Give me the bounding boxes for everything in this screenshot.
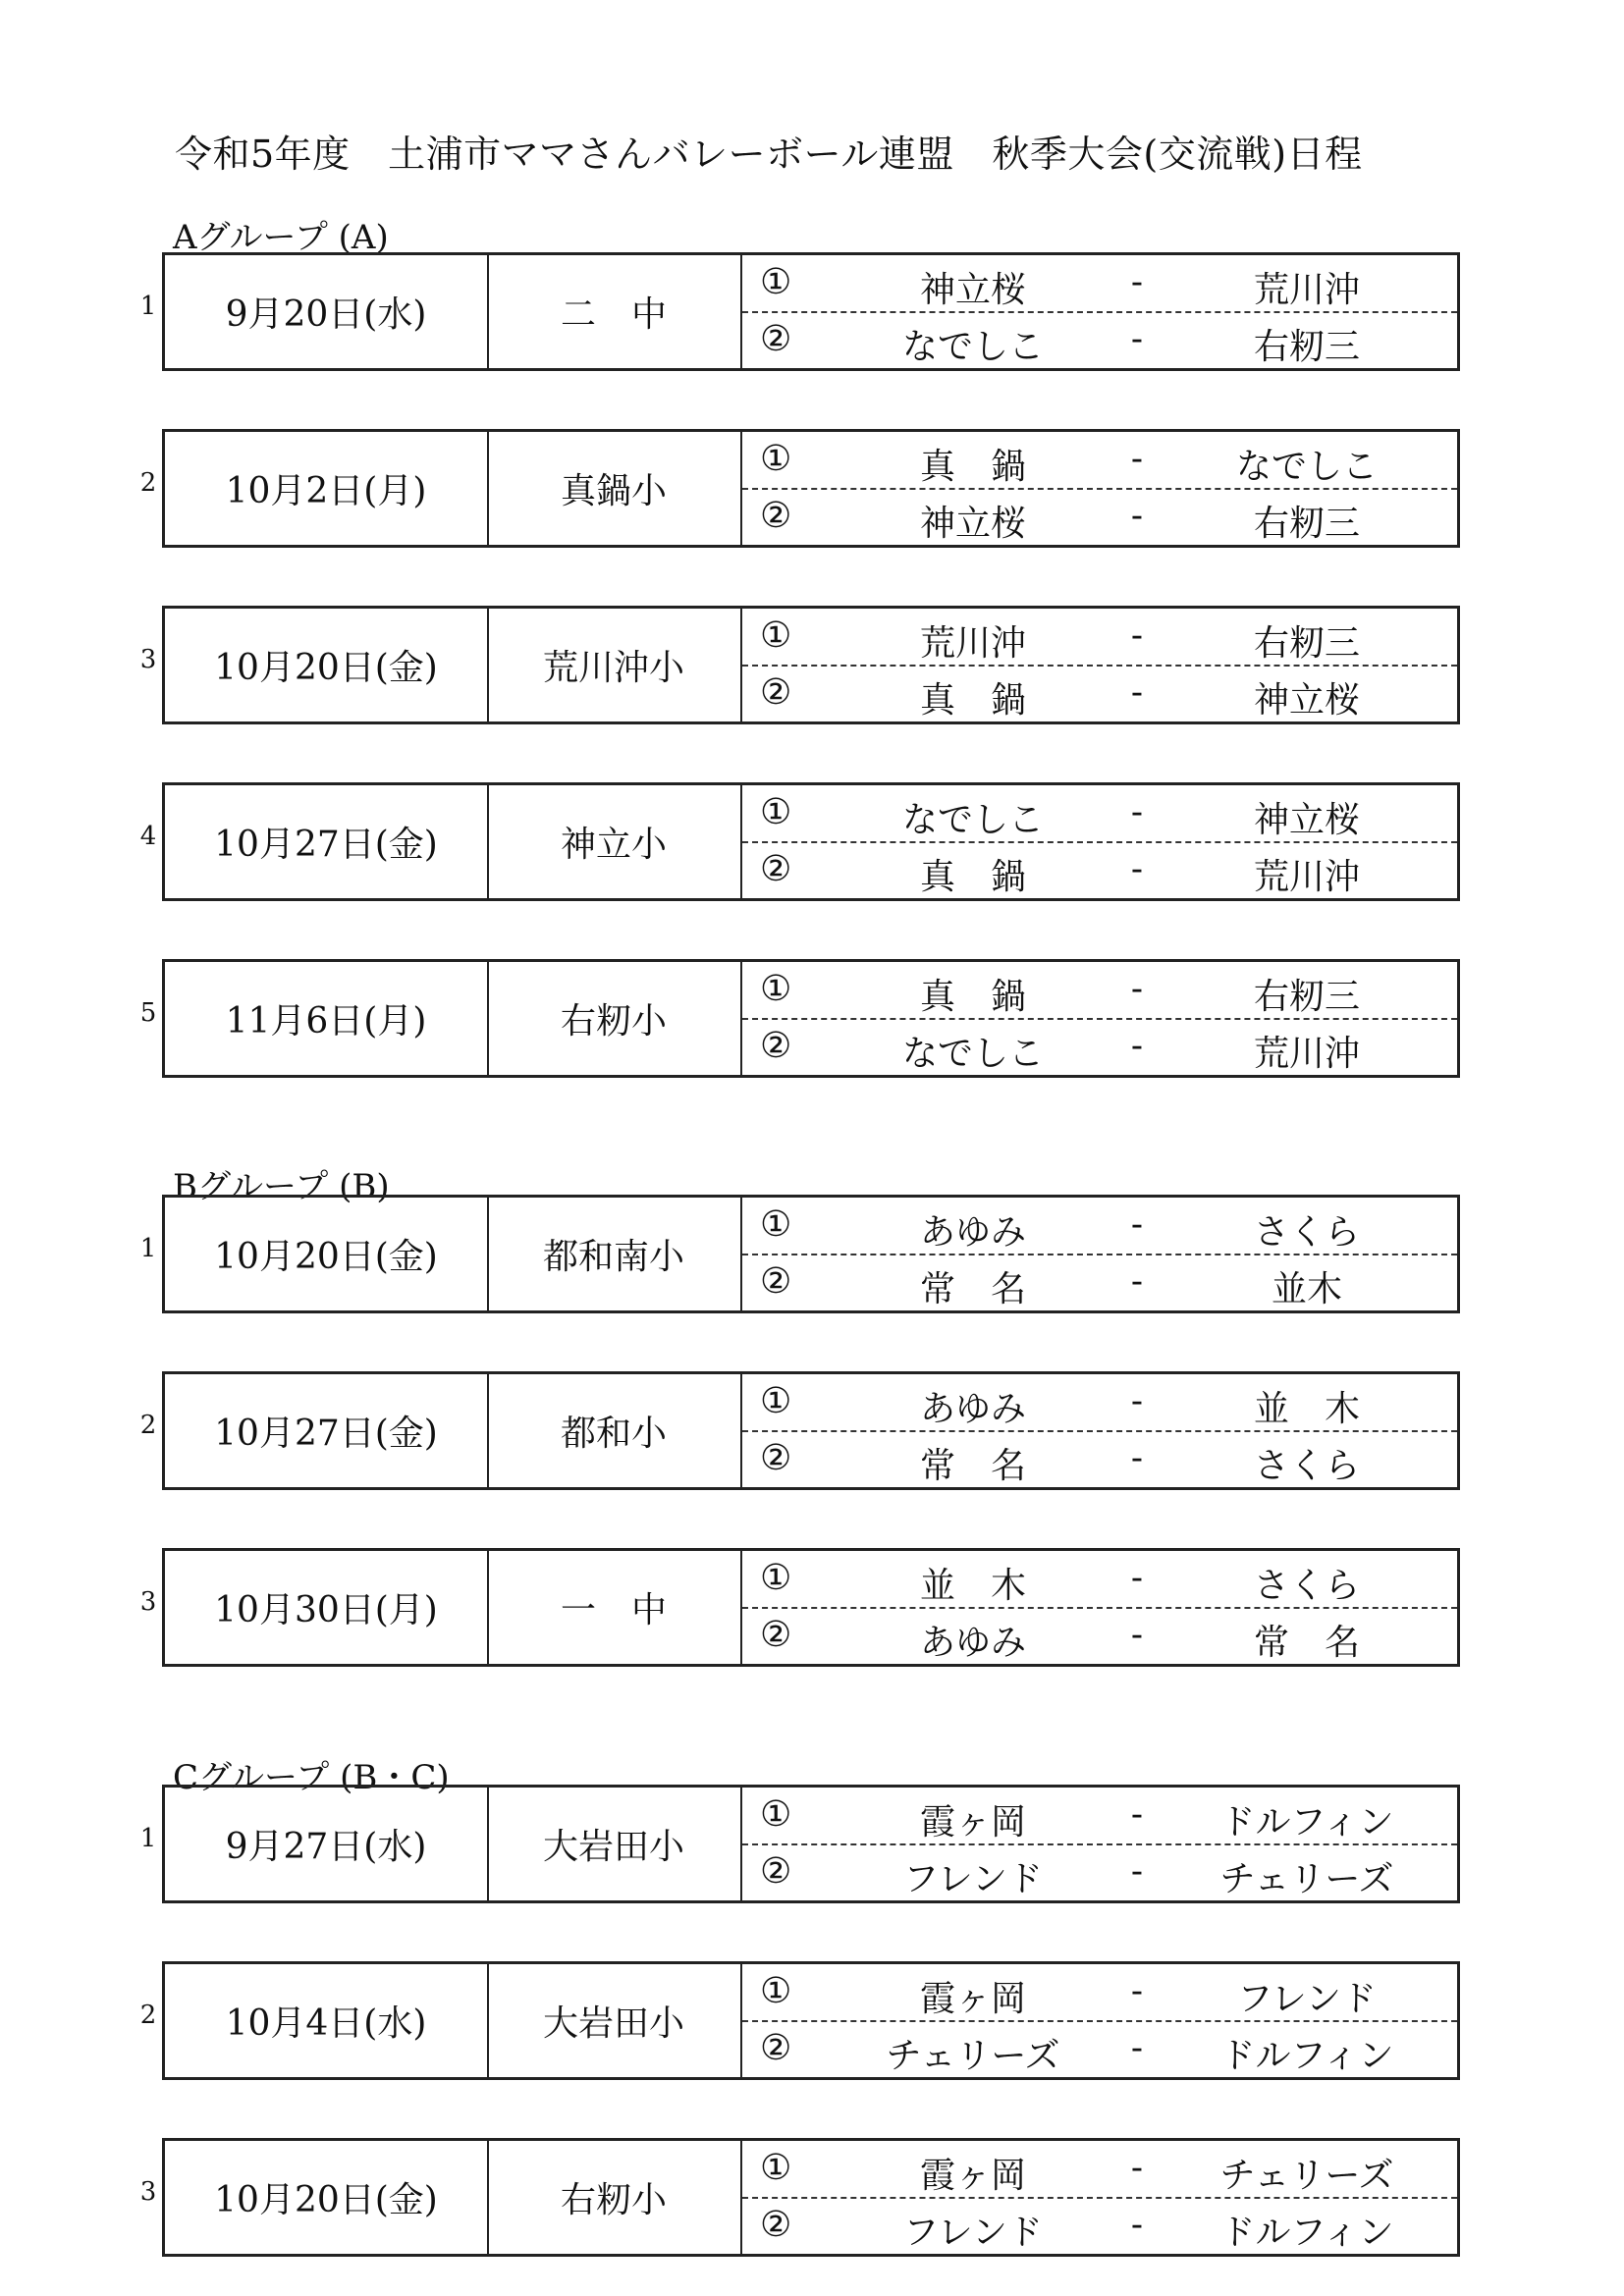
versus-separator: - — [1130, 439, 1144, 479]
match-date: 10月4日(水) — [165, 1964, 489, 2077]
group-label: Aグループ (A) — [173, 218, 389, 257]
versus-separator: - — [1130, 1971, 1144, 2011]
match-venue: 大岩田小 — [487, 1788, 742, 1900]
match-line — [742, 1551, 1457, 1609]
versus-separator: - — [1130, 1381, 1144, 1421]
versus-separator: - — [1130, 1615, 1144, 1655]
match-venue: 右籾小 — [487, 2141, 742, 2254]
row-number: 3 — [139, 2177, 157, 2207]
away-team: フレンド — [1237, 1979, 1377, 2019]
schedule-box — [162, 1548, 1460, 1667]
match-number: ② — [760, 2205, 792, 2245]
match-number: ② — [760, 496, 792, 536]
match-line — [742, 785, 1457, 843]
match-number: ② — [760, 849, 792, 889]
home-team: 霞ヶ岡 — [919, 2156, 1026, 2196]
match-line — [742, 312, 1457, 368]
match-venue: 右籾小 — [487, 962, 742, 1075]
schedule-row — [139, 1961, 1460, 2080]
away-team: 右籾三 — [1253, 504, 1360, 544]
away-team: 神立桜 — [1253, 800, 1360, 840]
match-date: 11月6日(月) — [165, 962, 489, 1075]
home-team: なでしこ — [901, 327, 1044, 367]
versus-separator: - — [1130, 1204, 1144, 1245]
versus-separator: - — [1130, 2205, 1144, 2245]
away-team: なでしこ — [1235, 447, 1378, 487]
match-date: 9月20日(水) — [165, 255, 489, 368]
match-line — [742, 609, 1457, 667]
home-team: フレンド — [903, 2213, 1043, 2253]
away-team: 右籾三 — [1253, 977, 1360, 1017]
match-date: 10月27日(金) — [165, 1374, 489, 1487]
match-number: ② — [760, 1438, 792, 1478]
match-number: ① — [760, 969, 792, 1009]
away-team: 右籾三 — [1253, 327, 1360, 367]
away-team: さくら — [1253, 1566, 1360, 1606]
away-team: チェリーズ — [1219, 2156, 1394, 2196]
match-number: ② — [760, 2028, 792, 2068]
match-venue: 二 中 — [487, 255, 742, 368]
match-number: ① — [760, 262, 792, 302]
away-team: さくら — [1253, 1212, 1360, 1253]
match-line — [742, 1844, 1457, 1900]
home-team: 荒川沖 — [919, 623, 1026, 664]
home-team: なでしこ — [901, 1034, 1044, 1074]
match-date: 10月20日(金) — [165, 2141, 489, 2254]
row-number: 3 — [139, 1587, 157, 1617]
group-label: Cグループ (B・C) — [173, 1758, 450, 1797]
versus-separator: - — [1130, 1438, 1144, 1478]
schedule-row — [139, 1195, 1460, 1313]
match-number: ① — [760, 1204, 792, 1245]
home-team: 神立桜 — [919, 504, 1026, 544]
match-number: ① — [760, 439, 792, 479]
match-line — [742, 489, 1457, 545]
home-team: 真 鍋 — [919, 977, 1026, 1017]
schedule-box — [162, 782, 1460, 901]
match-venue: 一 中 — [487, 1551, 742, 1664]
match-number: ② — [760, 1026, 792, 1066]
away-team: チェリーズ — [1219, 1859, 1394, 1899]
schedule-row — [139, 1548, 1460, 1667]
away-team: ドルフィン — [1219, 2036, 1394, 2076]
row-number: 3 — [139, 645, 157, 674]
home-team: あゆみ — [919, 1212, 1026, 1253]
match-date: 9月27日(水) — [165, 1788, 489, 1900]
match-line — [742, 2021, 1457, 2077]
versus-separator: - — [1130, 1026, 1144, 1066]
away-team: 並木 — [1271, 1269, 1342, 1309]
match-line — [742, 666, 1457, 721]
away-team: 荒川沖 — [1253, 270, 1360, 310]
match-line — [742, 2198, 1457, 2254]
match-line — [742, 2141, 1457, 2199]
match-venue: 神立小 — [487, 785, 742, 898]
row-number: 2 — [139, 468, 157, 498]
versus-separator: - — [1130, 672, 1144, 713]
match-line — [742, 1019, 1457, 1075]
match-line — [742, 1198, 1457, 1255]
versus-separator: - — [1130, 1794, 1144, 1835]
schedule-row — [139, 1371, 1460, 1490]
match-number: ① — [760, 2148, 792, 2188]
row-number: 5 — [139, 998, 157, 1028]
schedule-box — [162, 959, 1460, 1078]
schedule-box — [162, 1195, 1460, 1313]
schedule-row — [139, 606, 1460, 724]
home-team: なでしこ — [901, 800, 1044, 840]
match-line — [742, 1964, 1457, 2022]
match-date: 10月30日(月) — [165, 1551, 489, 1664]
match-line — [742, 1431, 1457, 1487]
schedule-row — [139, 2138, 1460, 2257]
match-date: 10月27日(金) — [165, 785, 489, 898]
match-line — [742, 255, 1457, 313]
versus-separator: - — [1130, 849, 1144, 889]
schedule-box — [162, 1785, 1460, 1903]
row-number: 1 — [139, 1824, 157, 1853]
match-date: 10月20日(金) — [165, 1198, 489, 1310]
match-line — [742, 1608, 1457, 1664]
match-number: ② — [760, 1851, 792, 1892]
away-team: ドルフィン — [1219, 2213, 1394, 2253]
schedule-row — [139, 252, 1460, 371]
versus-separator: - — [1130, 2148, 1144, 2188]
match-number: ② — [760, 1615, 792, 1655]
row-number: 2 — [139, 1411, 157, 1440]
match-line — [742, 1374, 1457, 1432]
away-team: 神立桜 — [1253, 680, 1360, 721]
row-number: 1 — [139, 292, 157, 321]
away-team: 並 木 — [1253, 1389, 1360, 1429]
schedule-box — [162, 1961, 1460, 2080]
match-line — [742, 1255, 1457, 1310]
match-venue: 真鍋小 — [487, 432, 742, 545]
match-venue: 都和南小 — [487, 1198, 742, 1310]
versus-separator: - — [1130, 2028, 1144, 2068]
match-number: ① — [760, 1558, 792, 1598]
match-venue: 都和小 — [487, 1374, 742, 1487]
match-number: ② — [760, 1261, 792, 1302]
versus-separator: - — [1130, 615, 1144, 656]
home-team: 常 名 — [919, 1269, 1026, 1309]
match-line — [742, 1788, 1457, 1845]
schedule-box — [162, 606, 1460, 724]
home-team: 霞ヶ岡 — [919, 1979, 1026, 2019]
match-number: ② — [760, 319, 792, 359]
versus-separator: - — [1130, 1261, 1144, 1302]
schedule-box — [162, 2138, 1460, 2257]
versus-separator: - — [1130, 969, 1144, 1009]
match-number: ① — [760, 615, 792, 656]
schedule-row — [139, 429, 1460, 548]
match-number: ① — [760, 1381, 792, 1421]
away-team: さくら — [1253, 1446, 1360, 1486]
home-team: あゆみ — [919, 1389, 1026, 1429]
away-team: 右籾三 — [1253, 623, 1360, 664]
row-number: 4 — [139, 822, 157, 851]
away-team: 常 名 — [1253, 1623, 1360, 1663]
versus-separator: - — [1130, 496, 1144, 536]
schedule-box — [162, 429, 1460, 548]
match-date: 10月20日(金) — [165, 609, 489, 721]
match-venue: 大岩田小 — [487, 1964, 742, 2077]
schedule-row — [139, 782, 1460, 901]
home-team: 並 木 — [919, 1566, 1026, 1606]
home-team: チェリーズ — [886, 2036, 1060, 2076]
group-label: Bグループ (B) — [173, 1167, 390, 1206]
row-number: 1 — [139, 1234, 157, 1263]
home-team: 真 鍋 — [919, 447, 1026, 487]
match-line — [742, 842, 1457, 898]
home-team: 真 鍋 — [919, 857, 1026, 897]
schedule-box — [162, 252, 1460, 371]
home-team: あゆみ — [919, 1623, 1026, 1663]
versus-separator: - — [1130, 792, 1144, 832]
match-number: ① — [760, 1794, 792, 1835]
match-date: 10月2日(月) — [165, 432, 489, 545]
versus-separator: - — [1130, 1851, 1144, 1892]
versus-separator: - — [1130, 1558, 1144, 1598]
match-number: ① — [760, 792, 792, 832]
row-number: 2 — [139, 2001, 157, 2030]
away-team: ドルフィン — [1219, 1802, 1394, 1842]
away-team: 荒川沖 — [1253, 857, 1360, 897]
home-team: 霞ヶ岡 — [919, 1802, 1026, 1842]
match-number: ② — [760, 672, 792, 713]
away-team: 荒川沖 — [1253, 1034, 1360, 1074]
match-venue: 荒川沖小 — [487, 609, 742, 721]
match-line — [742, 432, 1457, 490]
schedule-row — [139, 1785, 1460, 1903]
home-team: 真 鍋 — [919, 680, 1026, 721]
home-team: 常 名 — [919, 1446, 1026, 1486]
schedule-box — [162, 1371, 1460, 1490]
versus-separator: - — [1130, 262, 1144, 302]
match-line — [742, 962, 1457, 1020]
match-number: ① — [760, 1971, 792, 2011]
home-team: 神立桜 — [919, 270, 1026, 310]
home-team: フレンド — [903, 1859, 1043, 1899]
versus-separator: - — [1130, 319, 1144, 359]
page-title: 令和5年度 土浦市ママさんバレーボール連盟 秋季大会(交流戦)日程 — [175, 133, 1363, 176]
schedule-row — [139, 959, 1460, 1078]
